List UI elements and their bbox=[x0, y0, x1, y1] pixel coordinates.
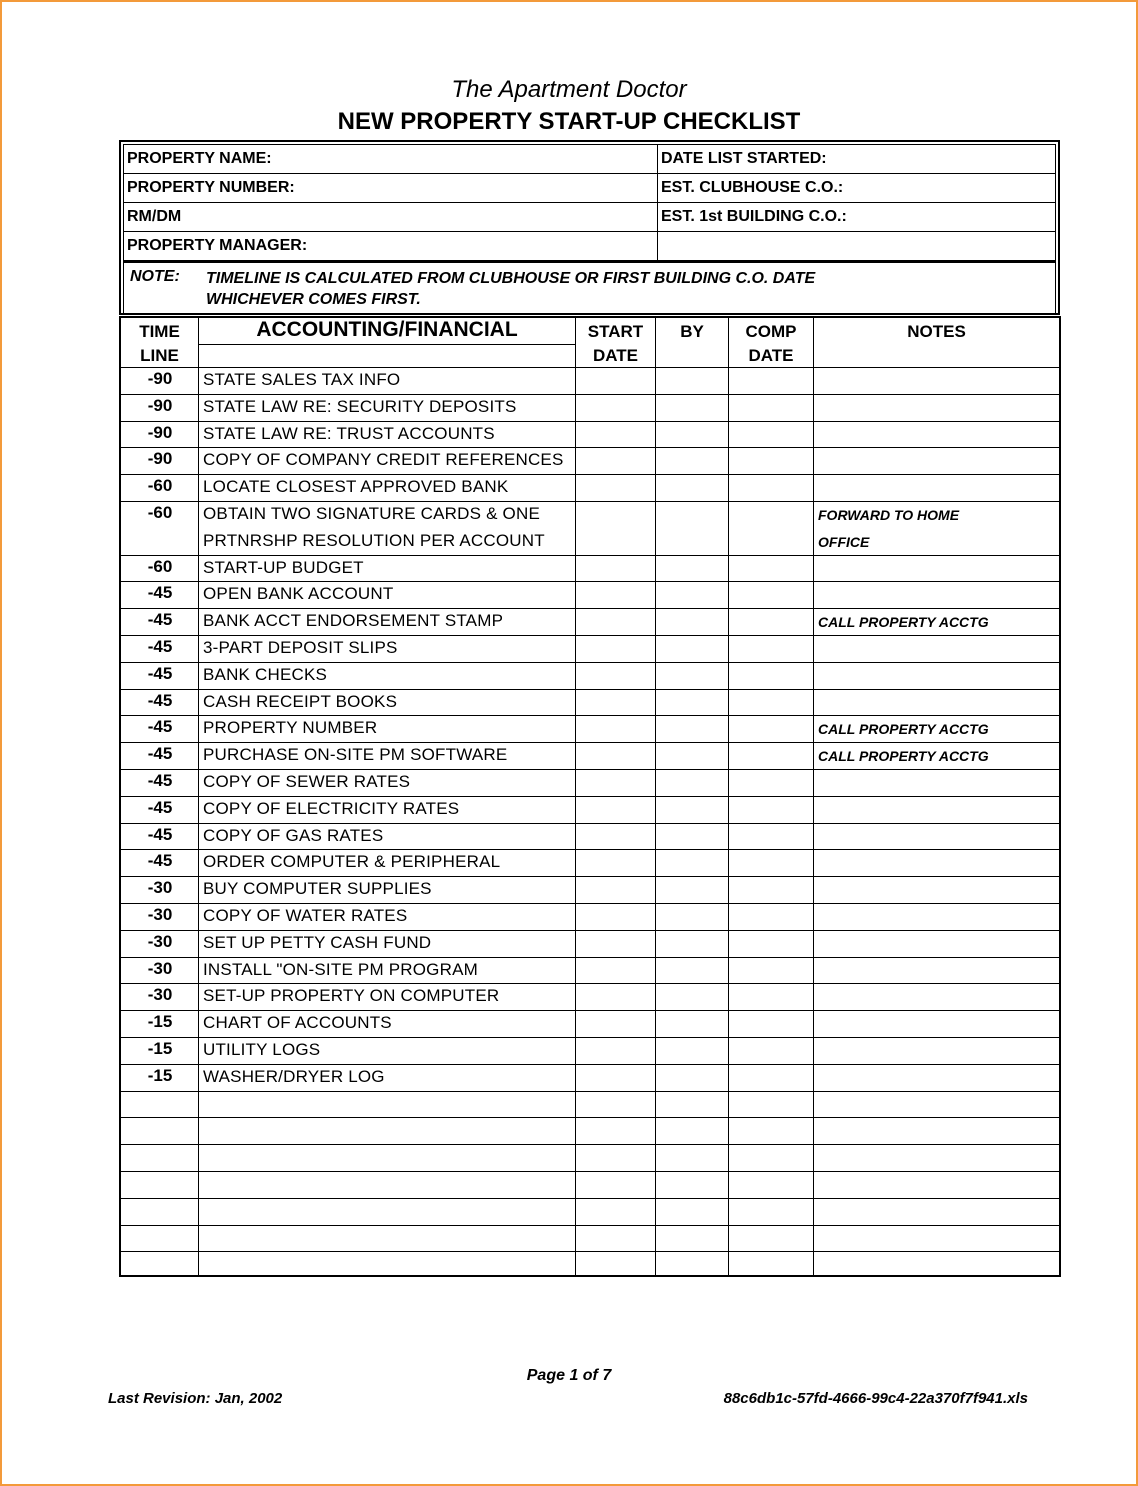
task-cell: COPY OF ELECTRICITY RATES bbox=[203, 798, 460, 818]
table-row[interactable] bbox=[121, 957, 1059, 984]
task-cell: CASH RECEIPT BOOKS bbox=[203, 691, 398, 711]
time-line-cell: -45 bbox=[147, 717, 173, 737]
task-cell: BANK CHECKS bbox=[203, 664, 328, 684]
date-list-started-field[interactable] bbox=[658, 145, 1055, 173]
company-name: The Apartment Doctor bbox=[451, 76, 687, 103]
blank-table-row[interactable] bbox=[121, 1144, 1059, 1171]
task-cell: BANK ACCT ENDORSEMENT STAMP bbox=[203, 611, 504, 631]
table-row[interactable] bbox=[121, 1064, 1059, 1091]
time-line-cell: -45 bbox=[147, 851, 173, 871]
time-line-cell: -90 bbox=[147, 449, 173, 469]
info-row-2 bbox=[124, 174, 1055, 203]
header-start: START bbox=[587, 322, 644, 341]
task-cell: LOCATE CLOSEST APPROVED BANK bbox=[203, 477, 509, 497]
task-cell: BUY COMPUTER SUPPLIES bbox=[203, 879, 432, 899]
task-cell: 3-PART DEPOSIT SLIPS bbox=[203, 638, 398, 657]
table-row[interactable] bbox=[121, 581, 1059, 608]
last-revision: Last Revision: Jan, 2002 bbox=[108, 1390, 283, 1407]
note-line-2: WHICHEVER COMES FIRST. bbox=[206, 291, 421, 308]
table-row[interactable] bbox=[121, 421, 1059, 448]
task-cell: PURCHASE ON-SITE PM SOFTWARE bbox=[203, 745, 508, 765]
blank-table-row[interactable] bbox=[121, 1171, 1059, 1198]
checklist-table bbox=[119, 316, 1061, 1277]
header-comp-date bbox=[729, 320, 813, 368]
header-section: ACCOUNTING/FINANCIAL bbox=[256, 318, 518, 341]
time-line-cell: -30 bbox=[147, 905, 173, 924]
header-start-date bbox=[576, 320, 655, 368]
table-row[interactable] bbox=[121, 555, 1059, 582]
rm-dm-label: RM/DM bbox=[127, 208, 182, 225]
time-line-cell: -30 bbox=[147, 958, 173, 978]
property-number-label: PROPERTY NUMBER: bbox=[127, 179, 295, 196]
property-info-fields bbox=[123, 144, 1056, 261]
page-number: Page 1 of 7 bbox=[526, 1367, 612, 1384]
task-cell: COPY OF SEWER RATES bbox=[203, 772, 411, 791]
header-notes: NOTES bbox=[907, 322, 966, 341]
task-cell: STATE SALES TAX INFO bbox=[203, 370, 401, 389]
est-clubhouse-field[interactable] bbox=[658, 174, 1055, 202]
time-line-cell: -45 bbox=[147, 690, 173, 710]
time-line-cell: -30 bbox=[147, 931, 173, 951]
blank-info-field[interactable] bbox=[658, 232, 1055, 260]
time-line-cell: -15 bbox=[147, 1065, 173, 1085]
notes-cell: CALL PROPERTY ACCTG bbox=[818, 614, 989, 631]
date-list-started-label: DATE LIST STARTED: bbox=[661, 150, 827, 167]
header-time: TIME bbox=[139, 322, 180, 341]
header-time-line bbox=[121, 320, 198, 368]
task-cell: UTILITY LOGS bbox=[203, 1040, 321, 1059]
table-row[interactable] bbox=[121, 983, 1059, 1010]
info-row-4 bbox=[124, 232, 1055, 260]
table-row[interactable] bbox=[121, 662, 1059, 689]
table-row[interactable] bbox=[121, 823, 1059, 850]
property-name-field[interactable] bbox=[124, 145, 658, 173]
task-cell: STATE LAW RE: TRUST ACCOUNTS bbox=[203, 423, 495, 443]
est-clubhouse-label: EST. CLUBHOUSE C.O.: bbox=[661, 179, 844, 196]
table-row[interactable] bbox=[121, 742, 1059, 769]
task-cell: START-UP BUDGET bbox=[203, 557, 364, 577]
table-row[interactable] bbox=[121, 930, 1059, 957]
header-comp: COMP bbox=[745, 322, 797, 341]
task-cell: SET-UP PROPERTY ON COMPUTER bbox=[203, 986, 500, 1006]
table-row[interactable] bbox=[121, 394, 1059, 421]
blank-table-row[interactable] bbox=[121, 1251, 1059, 1278]
task-cell: COPY OF WATER RATES bbox=[203, 906, 408, 925]
table-row[interactable] bbox=[121, 635, 1059, 662]
time-line-cell: -30 bbox=[147, 985, 173, 1005]
header-start-date-label: DATE bbox=[592, 346, 638, 365]
property-number-field[interactable] bbox=[124, 174, 658, 202]
blank-table-row[interactable] bbox=[121, 1117, 1059, 1144]
time-line-cell: -60 bbox=[147, 476, 173, 496]
note-text bbox=[206, 268, 966, 310]
note-line-1: TIMELINE IS CALCULATED FROM CLUBHOUSE OR FIRST BUILDING C.O. DATE bbox=[206, 270, 816, 287]
time-line-cell: -45 bbox=[147, 583, 173, 603]
file-name: 88c6db1c-57fd-4666-99c4-22a370f7f941.xls bbox=[723, 1390, 1028, 1407]
time-line-cell: -45 bbox=[147, 663, 173, 683]
property-manager-field[interactable] bbox=[124, 232, 658, 260]
task-cell: INSTALL "ON-SITE PM PROGRAM bbox=[203, 959, 478, 979]
task-cell: ORDER COMPUTER & PERIPHERAL bbox=[203, 852, 501, 872]
task-cell: OPEN BANK ACCOUNT bbox=[203, 584, 394, 604]
time-line-cell: -15 bbox=[147, 1039, 173, 1058]
table-row[interactable] bbox=[121, 474, 1059, 501]
task-cell: STATE LAW RE: SECURITY DEPOSITS bbox=[203, 396, 517, 416]
table-row[interactable] bbox=[121, 447, 1059, 474]
notes-cell: FORWARD TO HOME bbox=[818, 507, 960, 523]
notes-cell: CALL PROPERTY ACCTG bbox=[818, 748, 989, 765]
time-line-cell: -15 bbox=[147, 1012, 173, 1032]
property-manager-label: PROPERTY MANAGER: bbox=[127, 237, 308, 254]
task-cell: OBTAIN TWO SIGNATURE CARDS & ONE bbox=[203, 504, 540, 523]
header-by: BY bbox=[680, 322, 704, 341]
info-row-3 bbox=[124, 203, 1055, 232]
blank-table-row[interactable] bbox=[121, 1225, 1059, 1252]
table-row[interactable] bbox=[121, 608, 1059, 635]
property-info-box bbox=[119, 140, 1060, 315]
time-line-cell: -45 bbox=[147, 610, 173, 630]
rm-dm-field[interactable] bbox=[124, 203, 658, 231]
task-cell: COPY OF GAS RATES bbox=[203, 825, 384, 845]
table-row[interactable] bbox=[121, 715, 1059, 742]
task-cell: WASHER/DRYER LOG bbox=[203, 1066, 385, 1086]
blank-table-row[interactable] bbox=[121, 1198, 1059, 1225]
table-row[interactable] bbox=[121, 501, 1059, 555]
header-line: LINE bbox=[140, 346, 179, 365]
task-cell: CHART OF ACCOUNTS bbox=[203, 1013, 392, 1033]
info-row-1 bbox=[124, 145, 1055, 174]
task-cell: SET UP PETTY CASH FUND bbox=[203, 932, 432, 952]
task-cell-continued: PRTNRSHP RESOLUTION PER ACCOUNT bbox=[203, 530, 545, 550]
table-row[interactable] bbox=[121, 876, 1059, 903]
table-row[interactable] bbox=[121, 367, 1059, 394]
table-row[interactable] bbox=[121, 796, 1059, 823]
time-line-cell: -30 bbox=[147, 878, 173, 898]
header-section-underline bbox=[199, 344, 575, 345]
task-cell: COPY OF COMPANY CREDIT REFERENCES bbox=[203, 450, 564, 470]
table-row[interactable] bbox=[121, 689, 1059, 716]
time-line-cell: -60 bbox=[147, 556, 173, 576]
time-line-cell: -90 bbox=[147, 369, 173, 388]
note-label: NOTE: bbox=[130, 268, 180, 285]
table-row[interactable] bbox=[121, 1010, 1059, 1037]
time-line-cell: -90 bbox=[147, 395, 173, 415]
timeline-note bbox=[123, 261, 1056, 314]
time-line-cell: -45 bbox=[147, 797, 173, 817]
time-line-cell: -45 bbox=[147, 637, 173, 656]
header-comp-date-label: DATE bbox=[748, 346, 794, 365]
task-cell: PROPERTY NUMBER bbox=[203, 718, 378, 738]
time-line-cell: -45 bbox=[147, 771, 173, 790]
est-building-field[interactable] bbox=[658, 203, 1055, 231]
table-row[interactable] bbox=[121, 769, 1059, 796]
time-line-cell: -45 bbox=[147, 744, 173, 764]
table-row[interactable] bbox=[121, 903, 1059, 930]
property-name-label: PROPERTY NAME: bbox=[127, 150, 272, 167]
blank-table-row[interactable] bbox=[121, 1091, 1059, 1118]
time-line-cell: -45 bbox=[147, 824, 173, 844]
notes-cell-continued: OFFICE bbox=[818, 533, 870, 550]
time-line-cell: -60 bbox=[147, 503, 173, 522]
notes-cell: CALL PROPERTY ACCTG bbox=[818, 721, 989, 738]
est-building-label: EST. 1st BUILDING C.O.: bbox=[661, 208, 847, 225]
table-row[interactable] bbox=[121, 849, 1059, 876]
table-row[interactable] bbox=[121, 1037, 1059, 1064]
page-title: NEW PROPERTY START-UP CHECKLIST bbox=[337, 108, 801, 135]
time-line-cell: -90 bbox=[147, 422, 173, 442]
